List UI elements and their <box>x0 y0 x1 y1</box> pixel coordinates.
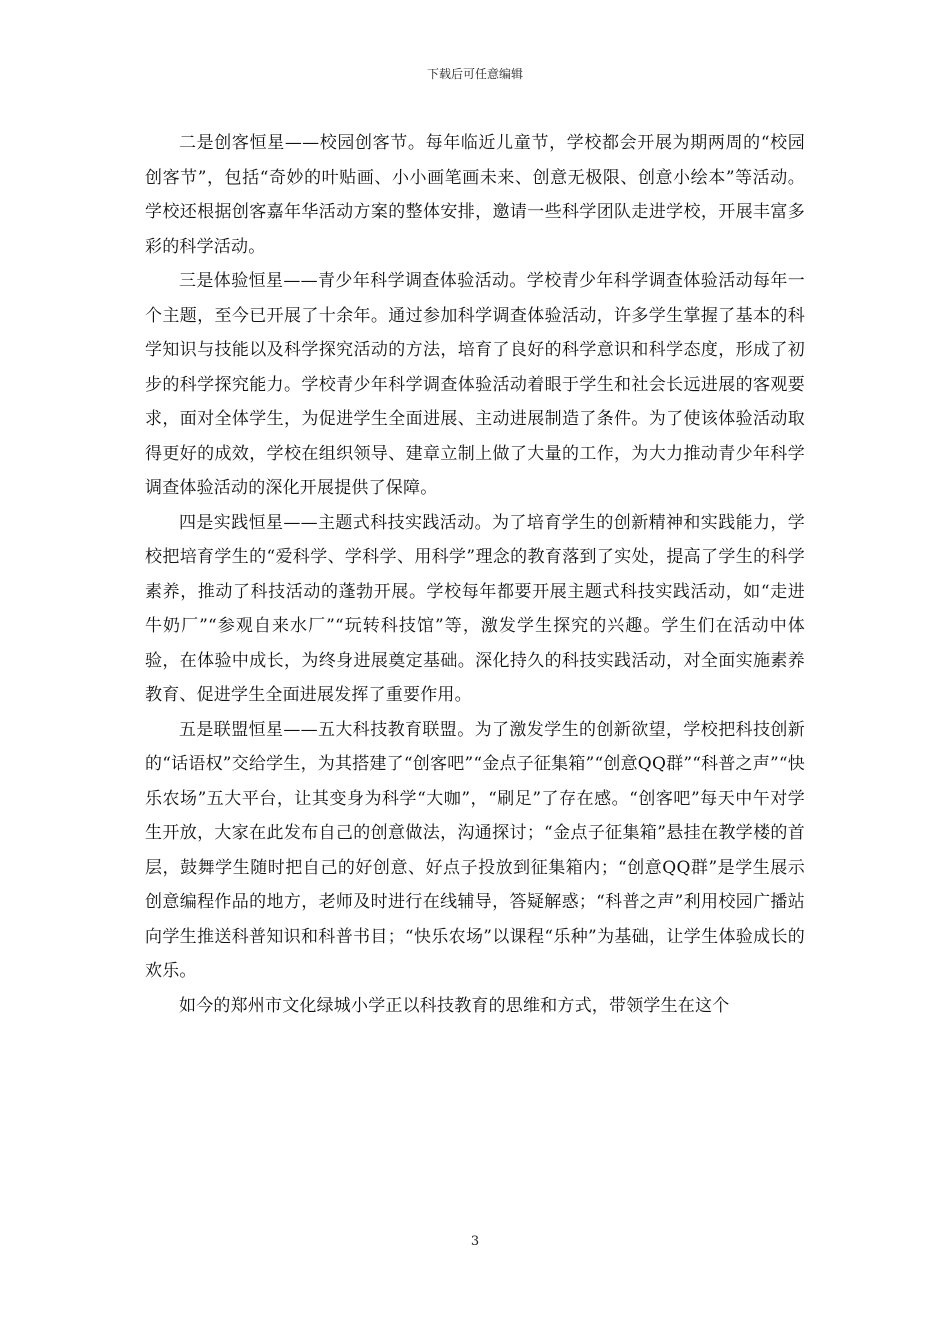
document-body <box>145 126 805 1023</box>
page-number: 3 <box>470 1234 480 1249</box>
paragraph-survey-experience: 三是体验恒星——青少年科学调查体验活动。学校青少年科学调查体验活动每年一个主题，至今已开展了十余年。通过参加科学调查体验活动，许多学生掌握了基本的科学知识与技能以及科学探究活动的方法，培育了良好的科学意识和科学态度，形成了初步的科学探究能力。学校青少年科学调查体验活动着眼于学生和社会长远进展的客观要求，面对全体学生，为促进学生全面进展、主动进展制造了条件。为了使该体验活动取得更好的成效，学校在组织领导、建章立制上做了大量的工作，为大力推动青少年科学调查体验活动的深化开展提供了保障。 <box>145 271 805 498</box>
paragraph-innovation-festival: 二是创客恒星——校园创客节。每年临近儿童节，学校都会开展为期两周的“校园创客节”，包括“奇妙的叶贴画、小小画笔画未来、创意无极限、创意小绘本”等活动。学校还根据创客嘉年华活动方案的整体安排，邀请一些科学团队走进学校，开展丰富多彩的科学活动。 <box>145 133 805 257</box>
paragraph-practice-activities: 四是实践恒星——主题式科技实践活动。为了培育学生的创新精神和实践能力，学校把培育学生的“爱科学、学科学、用科学”理念的教育落到了实处，提高了学生的科学素养，推动了科技活动的蓬勃开展。学校每年都要开展主题式科技实践活动，如“走进牛奶厂”“参观自来水厂”“玩转科技馆”等，激发学生探究的兴趣。学生们在活动中体验，在体验中成长，为终身进展奠定基础。深化持久的科技实践活动，对全面实施素养教育、促进学生全面进展发挥了重要作用。 <box>145 512 805 705</box>
paragraph-conclusion: 如今的郑州市文化绿城小学正以科技教育的思维和方式，带领学生在这个 <box>179 995 730 1016</box>
page-header: 下载后可任意编辑 <box>426 67 523 81</box>
paragraph-education-alliance: 五是联盟恒星——五大科技教育联盟。为了激发学生的创新欲望，学校把科技创新的“话语权”交给学生，为其搭建了“创客吧”“金点子征集箱”“创意QQ群”“科普之声”“快乐农场”五大平台，让其变身为科学“大咖”，“刷足”了存在感。“创客吧”每天中午对学生开放，大家在此发布自己的创意做法，沟通探讨；“金点子征集箱”悬挂在教学楼的首层，鼓舞学生随时把自己的好创意、好点子投放到征集箱内；“创意QQ群”是学生展示创意编程作品的地方，老师及时进行在线辅导，答疑解惑；“科普之声”利用校园广播站向学生推送科普知识和科普书目；“快乐农场”以课程“乐种”为基础，让学生体验成长的欢乐。 <box>145 719 805 981</box>
